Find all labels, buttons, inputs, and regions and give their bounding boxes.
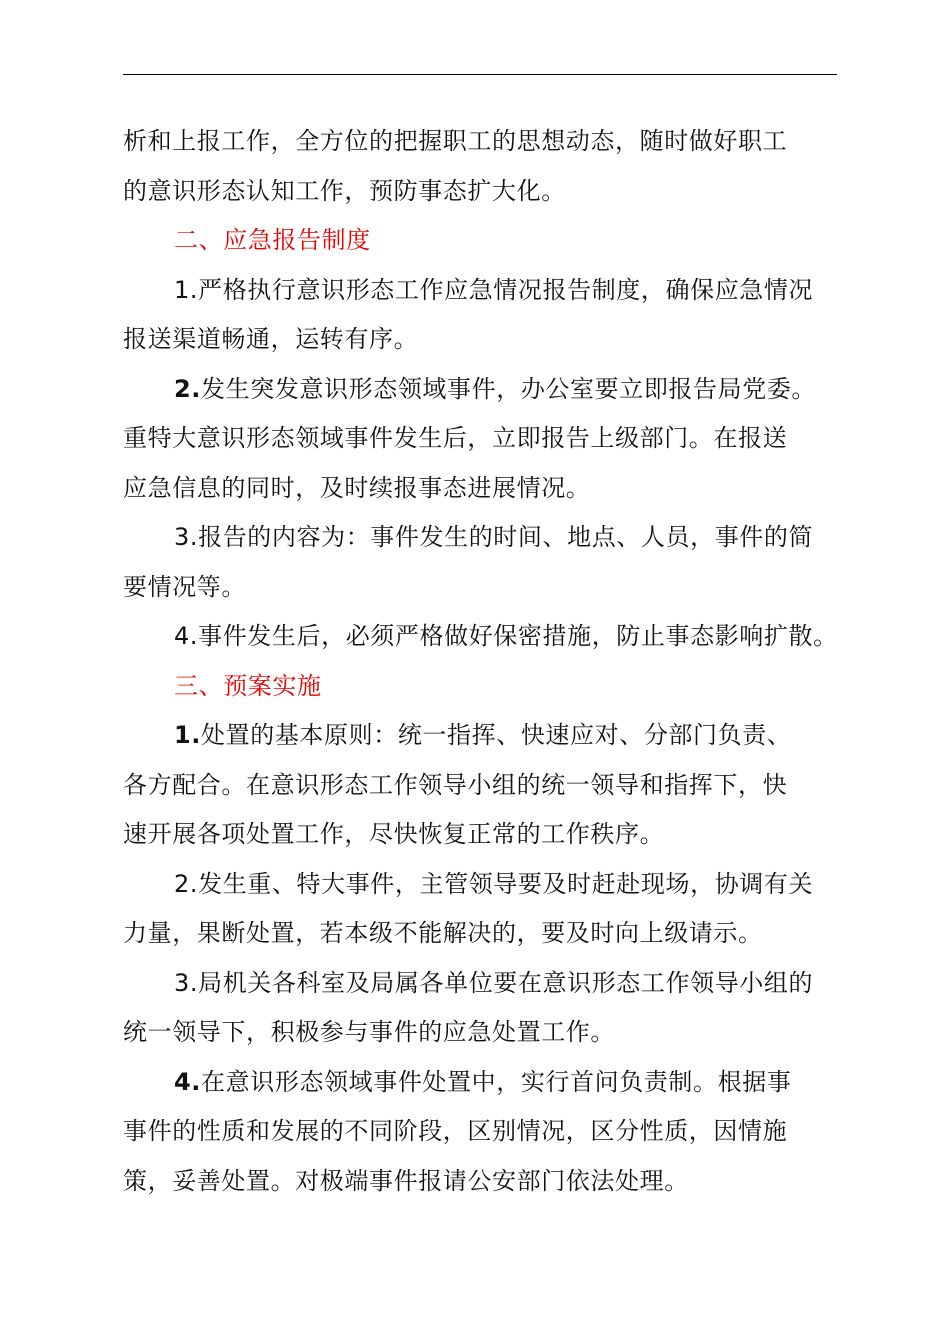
text-line [123, 513, 853, 563]
header-rule [123, 74, 837, 75]
item-number: 1. [174, 275, 199, 304]
list-item [123, 860, 853, 959]
item-text: 严格执行意识形态工作应急情况报告制度，确保应急情况 [198, 275, 814, 304]
list-item [123, 612, 853, 662]
text-line: 的意识形态认知工作，预防事态扩大化。 [123, 176, 566, 205]
list-item [123, 513, 853, 612]
item-number: 4. [174, 1067, 202, 1096]
text-line: 统一领导下，积极参与事件的应急处置工作。 [123, 1018, 615, 1046]
item-number: 2. [174, 869, 199, 898]
item-number: 1. [174, 721, 202, 749]
item-text: 局机关各科室及局属各单位要在意识形态工作领导小组的 [198, 968, 814, 997]
text-line: 事件的性质和发展的不同阶段，区别情况，区分性质，因情施 [123, 1117, 788, 1145]
item-number: 4. [174, 622, 199, 650]
text-line [123, 612, 853, 662]
list-item [123, 365, 853, 514]
list-item [123, 959, 853, 1058]
text-line [123, 365, 853, 415]
section-heading [123, 216, 853, 266]
text-line [123, 1058, 853, 1108]
item-text: 报告的内容为：事件发生的时间、地点、人员，事件的简 [198, 523, 814, 551]
item-text: 发生重、特大事件，主管领导要及时赶赴现场，协调有关 [198, 869, 814, 898]
list-item [123, 711, 853, 860]
item-text: 发生突发意识形态领域事件，办公室要立即报告局党委。 [201, 374, 817, 403]
text-line [123, 959, 853, 1009]
item-number: 2. [174, 374, 202, 403]
section-heading [123, 662, 853, 712]
list-item [123, 1058, 853, 1207]
text-line: 应急信息的同时，及时续报事态进展情况。 [123, 473, 591, 502]
item-text: 在意识形态领域事件处置中，实行首问负责制。根据事 [201, 1067, 792, 1096]
heading-text: 三、预案实施 [174, 671, 322, 700]
text-line: 要情况等。 [123, 572, 246, 601]
item-text: 处置的基本原则：统一指挥、快速应对、分部门负责、 [201, 721, 792, 749]
text-line [123, 860, 853, 910]
text-line: 力量，果断处置，若本级不能解决的，要及时向上级请示。 [123, 919, 763, 947]
text-line: 策，妥善处置。对极端事件报请公安部门依法处理。 [123, 1166, 689, 1195]
text-line: 析和上报工作，全方位的把握职工的思想动态，随时做好职工 [123, 127, 788, 155]
text-line: 速开展各项处置工作，尽快恢复正常的工作秩序。 [123, 820, 665, 848]
body-paragraph [123, 117, 853, 216]
text-line: 各方配合。在意识形态工作领导小组的统一领导和指挥下，快 [123, 770, 788, 799]
text-line: 报送渠道畅通，运转有序。 [123, 325, 419, 353]
text-line [123, 266, 853, 316]
item-number: 3. [174, 523, 199, 551]
item-number: 3. [174, 968, 199, 997]
text-line [123, 711, 853, 761]
heading-text: 二、应急报告制度 [174, 226, 371, 254]
document-body [123, 117, 853, 1206]
list-item [123, 266, 853, 365]
item-text: 事件发生后，必须严格做好保密措施，防止事态影响扩散。 [198, 622, 838, 650]
text-line: 重特大意识形态领域事件发生后，立即报告上级部门。在报送 [123, 424, 788, 452]
